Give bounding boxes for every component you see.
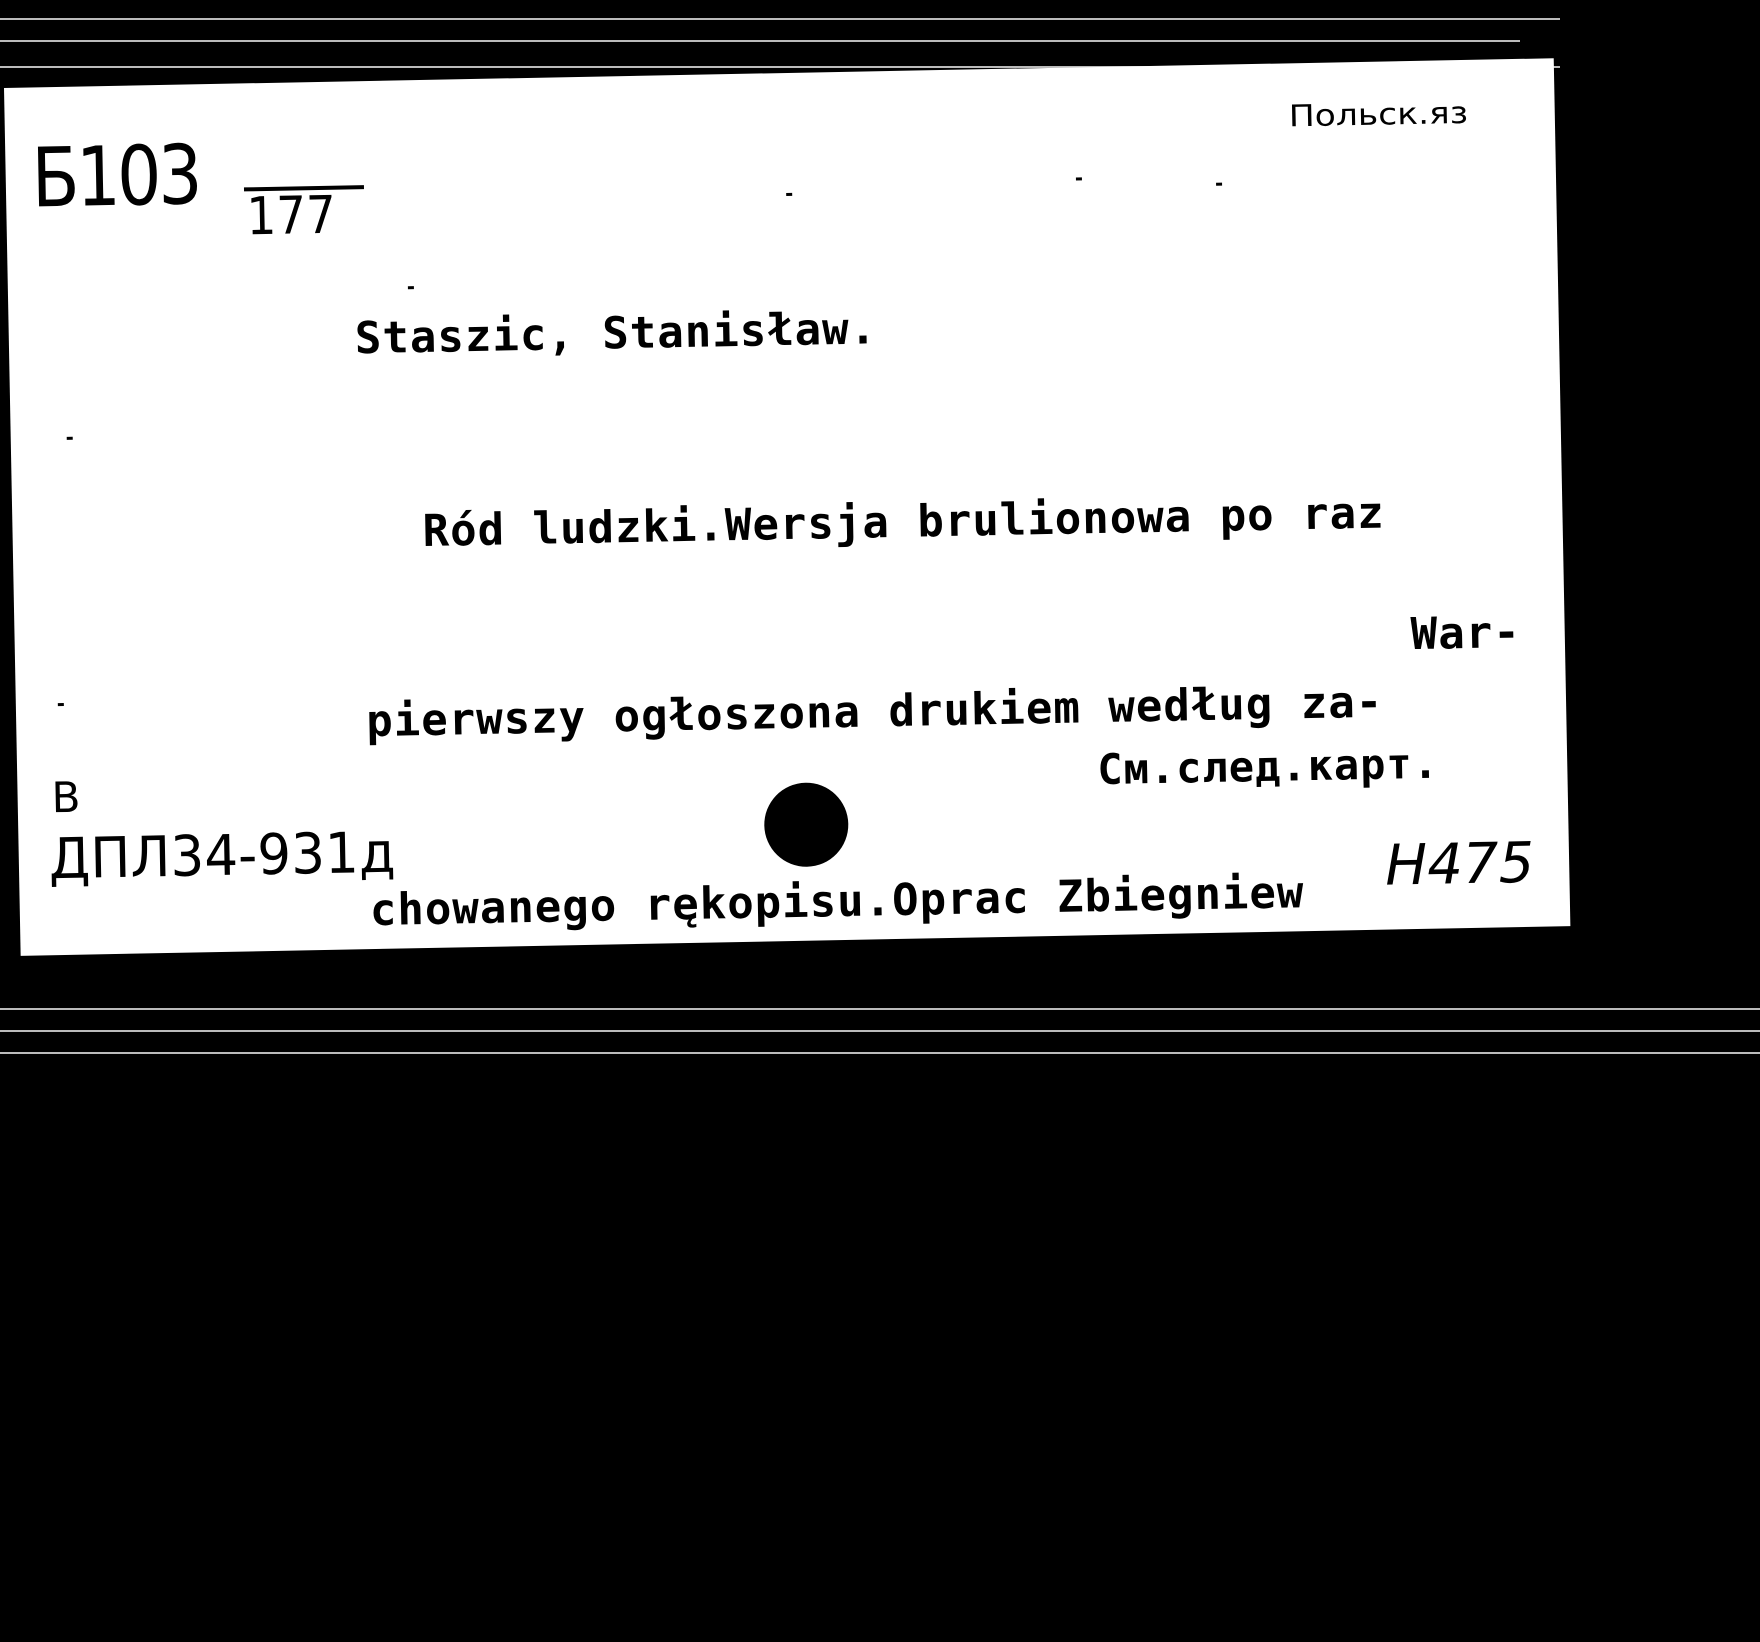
place-continuation: War- <box>1410 606 1522 661</box>
see-next-card-note: См.след.карт. <box>1096 738 1440 795</box>
description-line: Suchodolski.T.1- <box>376 1254 818 1315</box>
ink-speck <box>1076 177 1082 180</box>
scan-artifact-line <box>0 40 1520 42</box>
author-heading: Staszic, Stanisław. <box>354 303 878 365</box>
call-number-sub: 177 <box>245 185 337 248</box>
ink-speck <box>786 193 792 196</box>
ink-speck <box>67 437 73 440</box>
description-line: chowanego rękopisu.Oprac Zbiegniew <box>369 867 1305 937</box>
description-line: Ród ludzki.Wersja brulionowa po raz <box>422 487 1386 558</box>
call-number-main: Б103 <box>30 128 200 227</box>
ink-speck <box>1216 183 1222 186</box>
scan-artifact-line <box>0 18 1560 20</box>
inventory-number: Н475 <box>1384 830 1535 899</box>
description-line: szawa,Państ.wyd.naukowe,1959. <box>380 1436 1179 1504</box>
location-letter: В <box>51 772 81 823</box>
ink-speck <box>58 703 64 706</box>
ink-speck <box>408 286 414 289</box>
description-line: Daszkowski.Przedmowę napisał Bogdan <box>372 1055 1336 1126</box>
location-code: ДПЛ34-931д <box>48 820 397 893</box>
library-catalog-card <box>4 58 1570 1504</box>
bibliographic-description <box>360 356 1406 1635</box>
language-note: Польск.яз <box>1288 95 1469 135</box>
description-line: pierwszy ogłoszona drukiem według za- <box>365 676 1384 748</box>
